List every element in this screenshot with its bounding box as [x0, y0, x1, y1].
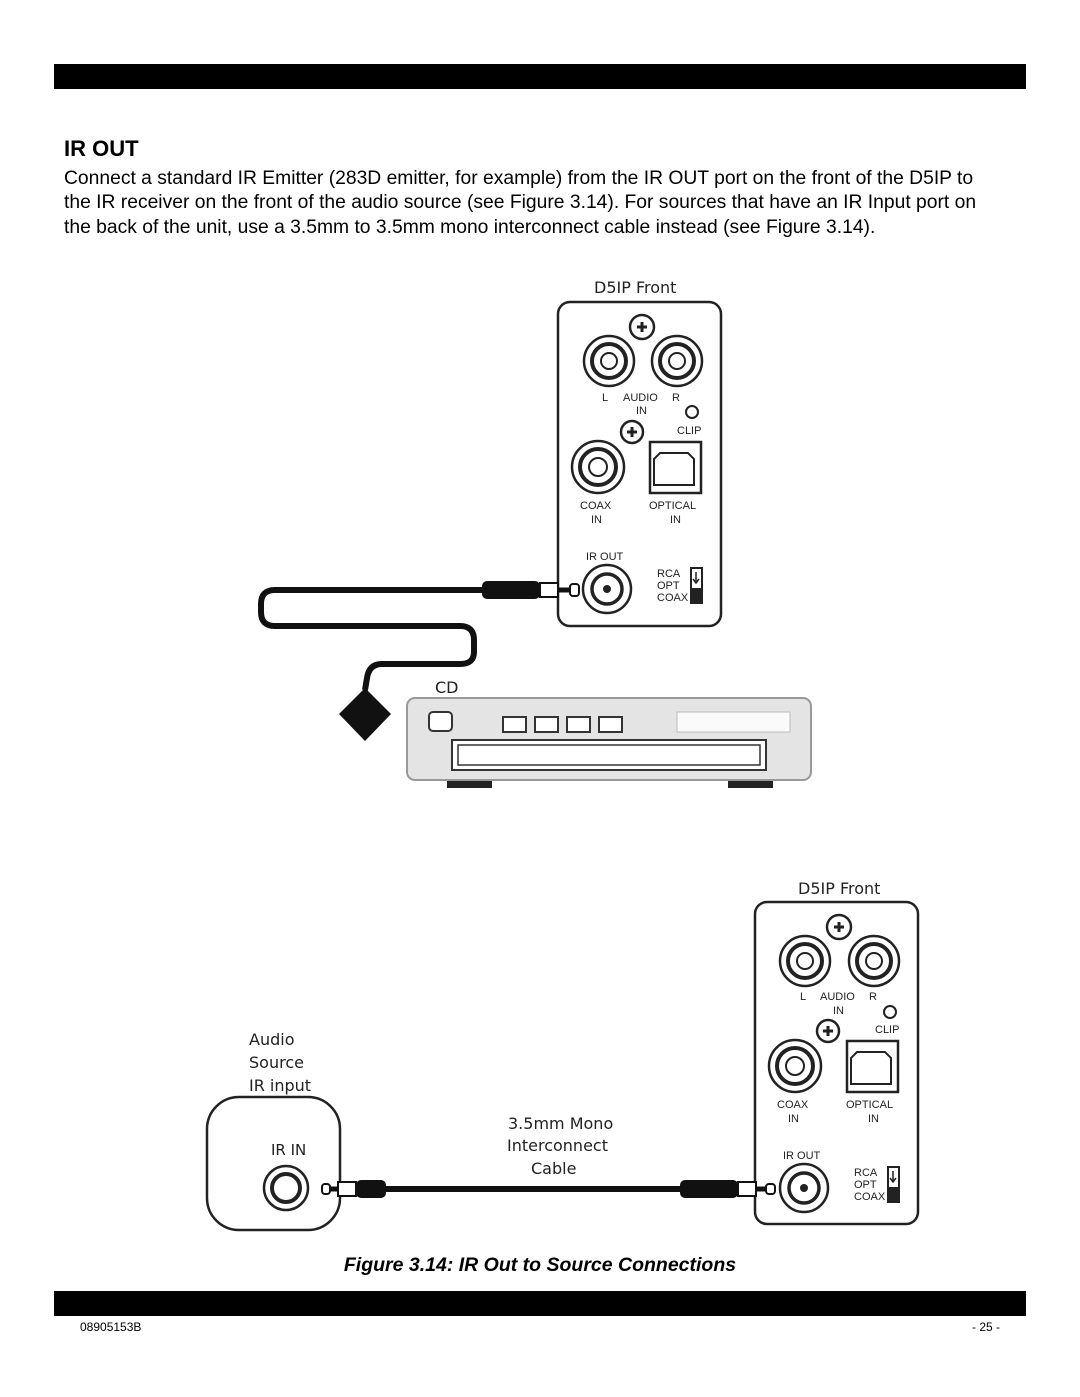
cable-label-line2: Interconnect	[507, 1136, 608, 1155]
source-label-line1: Audio	[249, 1030, 295, 1049]
page-number: - 25 -	[971, 1320, 1000, 1334]
ir-in-label: IR IN	[271, 1141, 307, 1159]
control-button-icon	[535, 717, 558, 732]
switch-opt: OPT	[854, 1179, 877, 1191]
input-switch-icon	[888, 1167, 899, 1202]
optical-port-icon	[650, 442, 701, 493]
ir-emitter-icon	[339, 688, 391, 741]
body-paragraph: Connect a standard IR Emitter (283D emitter, for example) from the IR OUT port on the front of the D5IP to the IR receiver on the front of the audio source (see Figure 3.14). For sources that have an IR Input port on the back of the unit, use a 3.5mm to 3.5mm mono interconnect cable instead (see Figure 3.14).	[64, 168, 977, 238]
ir-out-jack-icon	[583, 565, 631, 613]
label-coax-in: IN	[591, 514, 602, 526]
document-number: 08905153B	[80, 1320, 142, 1334]
optical-port-icon	[847, 1041, 898, 1092]
label-r: R	[672, 392, 680, 404]
label-l: L	[800, 991, 807, 1003]
screw-icon	[827, 915, 851, 939]
label-coax-in: IN	[788, 1113, 799, 1125]
cd-label: CD	[435, 678, 459, 697]
control-button-icon	[567, 717, 590, 732]
coax-jack-icon	[572, 441, 624, 493]
switch-coax: COAX	[854, 1191, 886, 1203]
source-label-line3: IR input	[249, 1076, 312, 1095]
label-ir-out: IR OUT	[586, 551, 624, 563]
cable-label-line1: 3.5mm Mono	[508, 1114, 614, 1133]
source-label-line2: Source	[249, 1053, 304, 1072]
label-clip: CLIP	[677, 425, 702, 437]
label-clip: CLIP	[875, 1024, 900, 1036]
ir-emitter-cable	[261, 581, 579, 690]
input-switch-icon	[691, 568, 702, 603]
label-optical-in: IN	[868, 1113, 879, 1125]
display-window	[677, 712, 790, 732]
switch-opt: OPT	[657, 580, 680, 592]
ir-out-jack-icon	[780, 1164, 828, 1212]
rca-jack-right-icon	[652, 336, 702, 386]
panel-title: D5IP Front	[594, 278, 677, 297]
coax-jack-icon	[769, 1040, 821, 1092]
screw-icon	[630, 315, 654, 339]
ir-in-jack-icon	[264, 1166, 308, 1210]
switch-rca: RCA	[657, 568, 681, 580]
figure-caption: Figure 3.14: IR Out to Source Connections	[343, 1254, 737, 1276]
rca-jack-left-icon	[584, 336, 634, 386]
control-button-icon	[503, 717, 526, 732]
label-in: IN	[833, 1005, 844, 1017]
screw-icon	[621, 421, 643, 443]
footer-bar	[54, 1291, 1026, 1316]
label-coax: COAX	[777, 1099, 809, 1111]
cable-label-line3: Cable	[531, 1159, 577, 1178]
power-button-icon	[429, 712, 452, 731]
switch-rca: RCA	[854, 1167, 878, 1179]
label-in: IN	[636, 405, 647, 417]
rca-jack-left-icon	[780, 936, 830, 986]
clip-led-icon	[686, 406, 698, 418]
label-ir-out: IR OUT	[783, 1150, 821, 1162]
panel-title: D5IP Front	[798, 879, 881, 898]
switch-coax: COAX	[657, 592, 689, 604]
label-audio: AUDIO	[623, 392, 658, 404]
section-heading: IR OUT	[64, 136, 139, 161]
label-optical-in: IN	[670, 514, 681, 526]
d5ip-front-panel-1	[558, 278, 721, 626]
control-button-icon	[599, 717, 622, 732]
label-optical: OPTICAL	[846, 1099, 894, 1111]
label-optical: OPTICAL	[649, 500, 697, 512]
clip-led-icon	[884, 1006, 896, 1018]
mono-interconnect-cable	[322, 1114, 775, 1198]
audio-source-ir-input	[207, 1030, 340, 1230]
d5ip-front-panel-2	[755, 879, 918, 1224]
rca-jack-right-icon	[849, 936, 899, 986]
label-coax: COAX	[580, 500, 612, 512]
label-l: L	[602, 392, 609, 404]
screw-icon	[817, 1020, 839, 1042]
label-audio: AUDIO	[820, 991, 855, 1003]
cd-player	[407, 678, 811, 788]
label-r: R	[869, 991, 877, 1003]
